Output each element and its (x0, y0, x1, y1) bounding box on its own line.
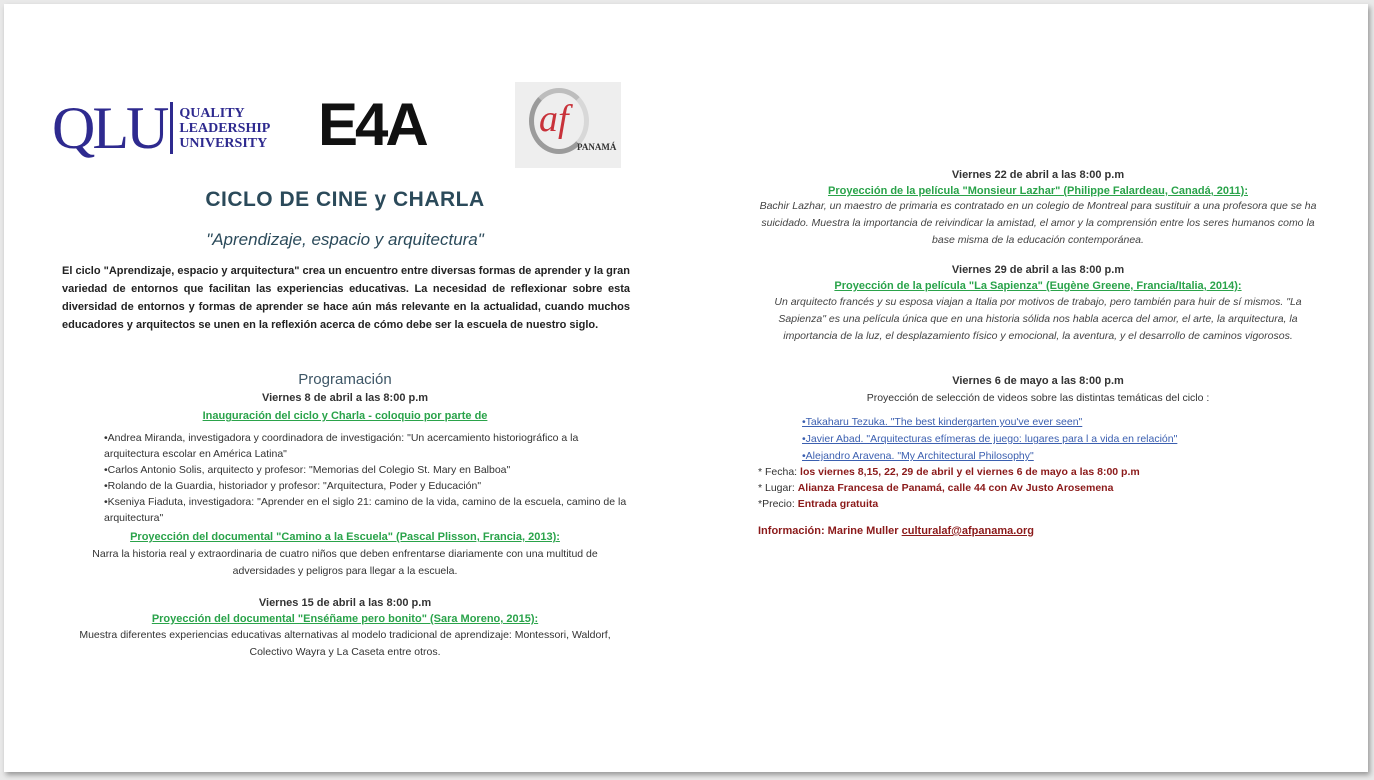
qlu-logo-mark: QLU (52, 95, 167, 161)
event2-title: Proyección del documental "Enséñame pero bonito" (Sara Moreno, 2015): (151, 613, 539, 625)
fecha-value: los viernes 8,15, 22, 29 de abril y el viernes 6 de mayo a las 8:00 p.m (800, 466, 1140, 478)
qlu-logo-text (179, 106, 270, 151)
event4-description: Un arquitecto francés y su esposa viajan a Italia por motivos de trabajo, pero también para huir de sí mismos. "La Sapienza" es una película única que en una historia sólida nos habla acerca del amor, el arte, la arquitectura, la importancia de la luz, el desplazamiento físico y emocional, la aventura, y el desarrollo de caminos vigorosos. (774, 296, 1302, 342)
contact-info (758, 525, 1034, 537)
precio-value: Entrada gratuita (797, 498, 879, 510)
alianza-francesa-logo (515, 82, 621, 168)
qlu-logo-line1: QUALITY (179, 105, 245, 121)
precio-row (758, 496, 1140, 512)
qlu-logo (52, 95, 271, 161)
speaker-item: •Kseniya Fiaduta, investigadora: "Aprender en el siglo 21: camino de la vida, camino de la escuela, camino de la arquitectura" (104, 496, 627, 524)
contact-email-link[interactable]: culturalaf@afpanama.org (901, 525, 1035, 537)
doc1-description: Narra la historia real y extraordinaria de cuatro niños que deben enfrentarse diariamente con una multitud de adversidades y peligros para llegar a la escuela. (92, 548, 598, 577)
af-logo-letters: af (539, 98, 569, 140)
video-link[interactable]: •Javier Abad. "Arquitecturas efímeras de juego: lugares para l a vida en relación" (802, 433, 1178, 445)
programacion-heading: Programación (298, 371, 392, 388)
video-link[interactable]: •Alejandro Aravena. "My Architectural Philosophy" (802, 450, 1034, 462)
qlu-logo-line2: LEADERSHIP (179, 120, 271, 136)
speakers-list (104, 430, 628, 526)
contact-label: Información: Marine Muller (758, 525, 902, 537)
event2-date: Viernes 15 de abril a las 8:00 p.m (258, 597, 432, 609)
page-subtitle: "Aprendizaje, espacio y arquitectura" (206, 230, 484, 249)
fecha-label: * Fecha: (758, 466, 801, 478)
event3-title: Proyección de la película "Monsieur Lazhar" (Philippe Falardeau, Canadá, 2011): (827, 185, 1248, 197)
intro-paragraph: El ciclo "Aprendizaje, espacio y arquitectura" crea un encuentro entre diversas formas de aprender y la gran variedad de entornos que facilitan las experiencias educativas. La necesidad de reflexionar sobre esta diversidad de entornos y formas de aprender se hace aún más relevante en la actualidad, cuando muchos educadores y arquitectos se unen en la reflexión acerca de cómo debe ser la escuela de nuestro siglo. (62, 265, 630, 331)
page-title: CICLO DE CINE y CHARLA (205, 188, 485, 211)
event-details (758, 464, 1140, 512)
event2-description: Muestra diferentes experiencias educativas alternativas al modelo tradicional de aprendizaje: Montessori, Waldorf, Colectivo Wayra y La Caseta entre otros. (79, 629, 611, 658)
event5-description: Proyección de selección de videos sobre las distintas temáticas del ciclo : (866, 392, 1210, 404)
lugar-row (758, 480, 1140, 496)
event4-date: Viernes 29 de abril a las 8:00 p.m (951, 264, 1125, 276)
speaker-item: •Carlos Antonio Solis, arquitecto y profesor: "Memorias del Colegio St. Mary en Balboa" (104, 464, 511, 476)
e4a-logo: E4A (318, 91, 426, 158)
event4-title: Proyección de la película "La Sapienza" (Eugène Greene, Francia/Italia, 2014): (834, 280, 1242, 292)
qlu-logo-divider (170, 102, 173, 154)
lugar-label: * Lugar: (758, 482, 798, 494)
event3-date: Viernes 22 de abril a las 8:00 p.m (951, 169, 1125, 181)
precio-label: *Precio: (758, 498, 798, 510)
lugar-value: Alianza Francesa de Panamá, calle 44 con Av Justo Arosemena (797, 482, 1114, 494)
event3-description: Bachir Lazhar, un maestro de primaria es contratado en un colegio de Montreal para sustituir a una profesora que se ha suicidado. Muestra la importancia de reivindicar la amistad, el amor y la comprensión entre los seres humanos como la base misma de la educación contemporánea. (759, 200, 1317, 246)
video-links-list (802, 414, 1177, 465)
video-link[interactable]: •Takaharu Tezuka. "The best kindergarten you've ever seen" (802, 416, 1083, 428)
event5-date: Viernes 6 de mayo a las 8:00 p.m (952, 375, 1124, 387)
doc1-title: Proyección del documental "Camino a la Escuela" (Pascal Plisson, Francia, 2013): (130, 531, 560, 543)
fecha-row (758, 464, 1140, 480)
event1-title: Inauguración del ciclo y Charla - coloquio por parte de (202, 410, 488, 422)
af-logo-city: PANAMÁ (577, 142, 617, 152)
qlu-logo-line3: UNIVERSITY (179, 135, 268, 151)
speaker-item: •Andrea Miranda, investigadora y coordinadora de investigación: "Un acercamiento historiográfico a la arquitectura escolar en América Latina" (104, 432, 579, 460)
event1-date: Viernes 8 de abril a las 8:00 p.m (261, 392, 429, 404)
speaker-item: •Rolando de la Guardia, historiador y profesor: "Arquitectura, Poder y Educación" (104, 480, 482, 492)
